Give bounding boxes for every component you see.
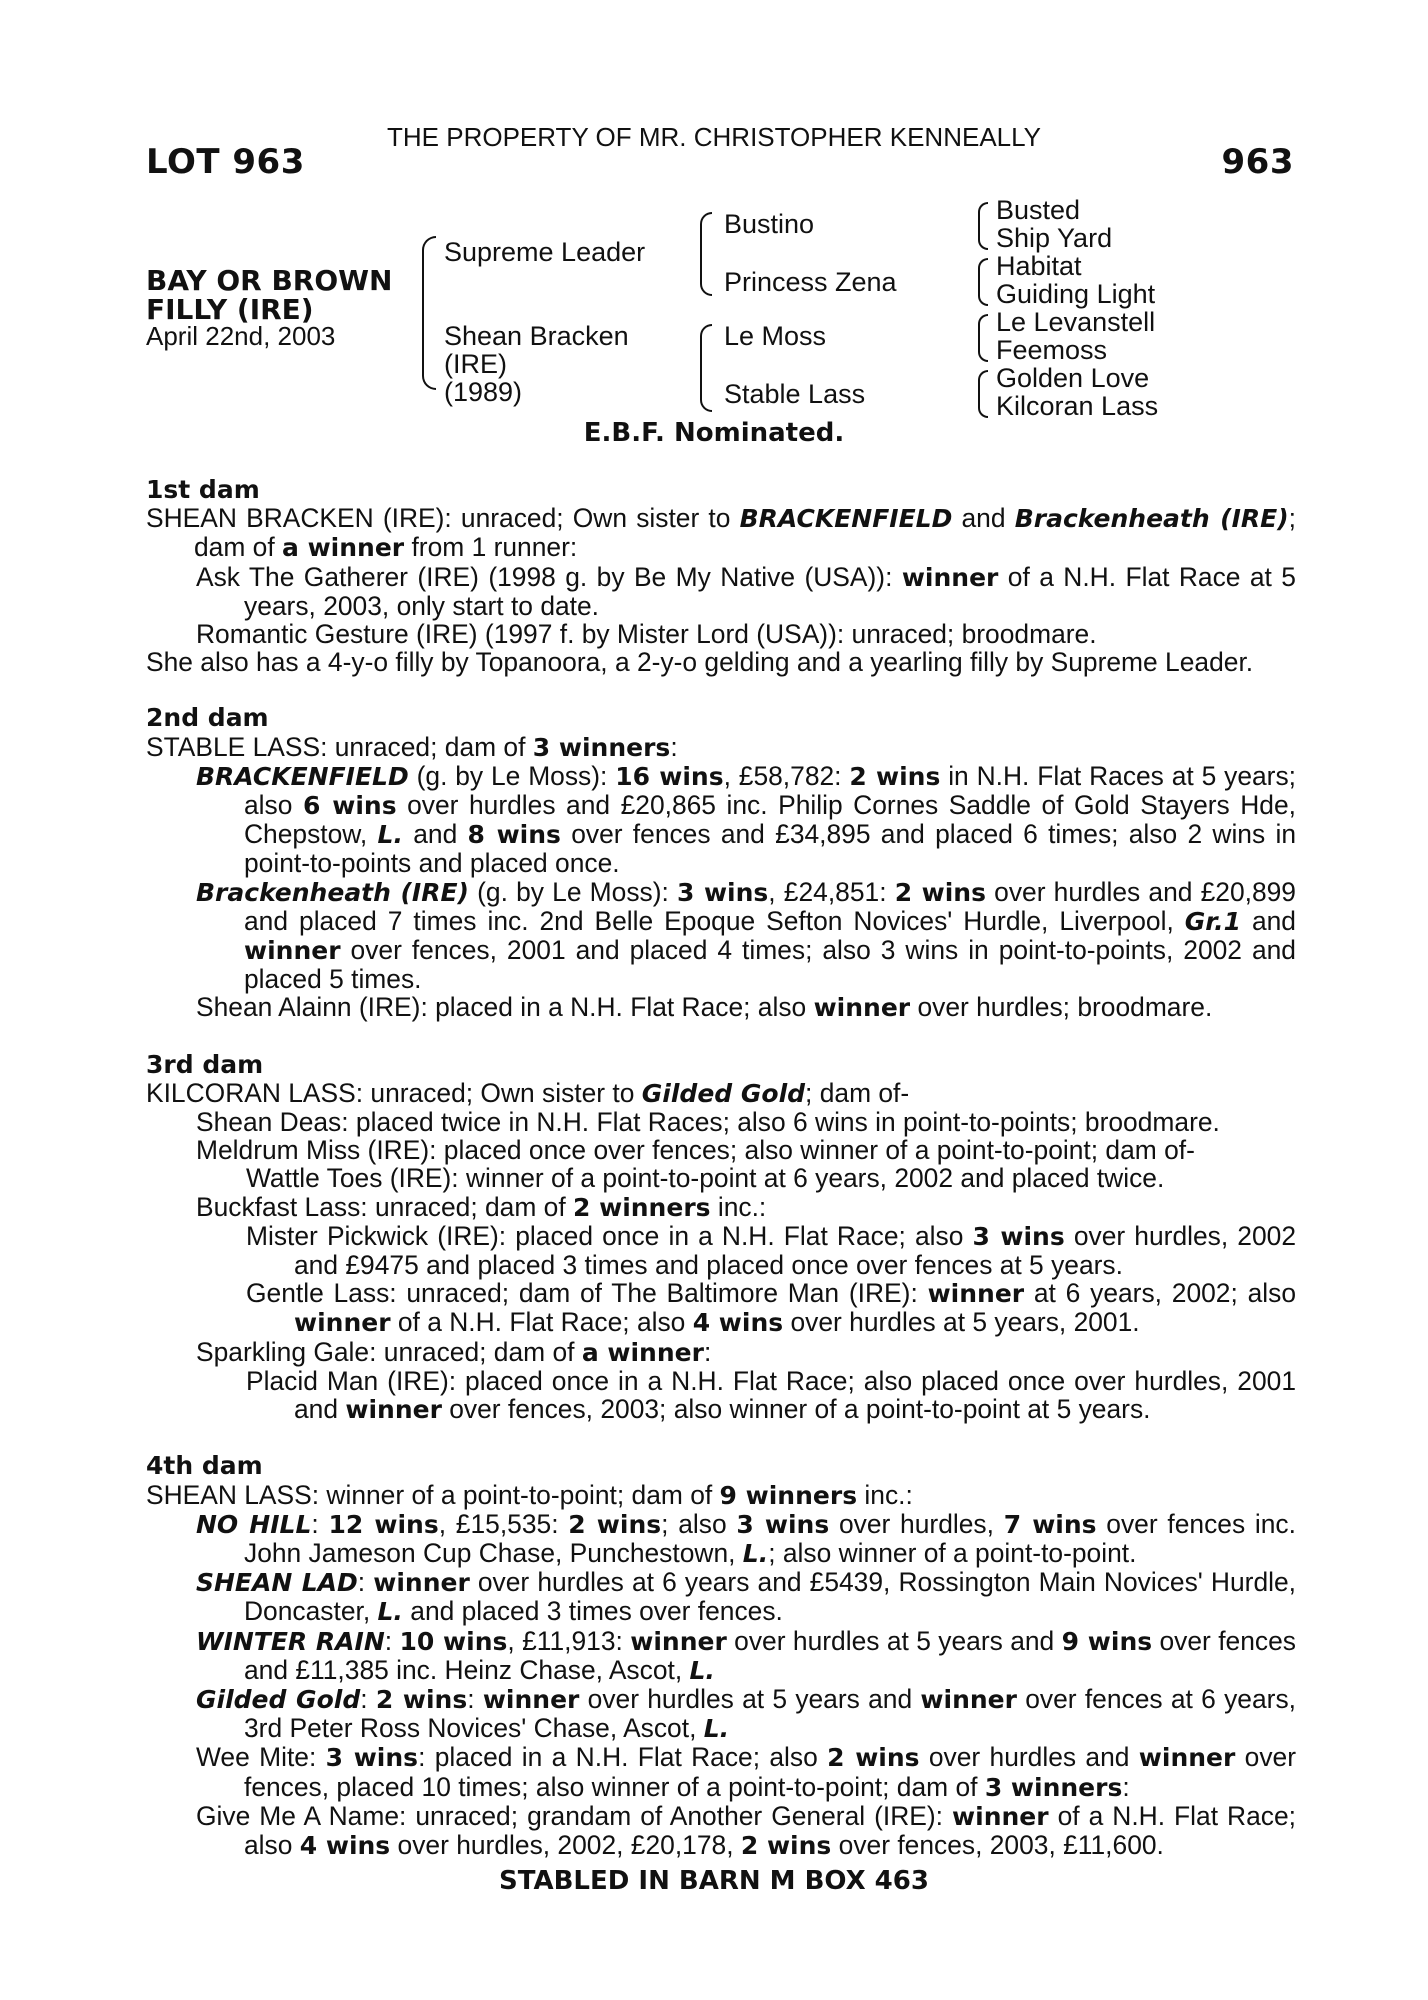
section-title-4th-dam: 4th dam bbox=[146, 1451, 263, 1481]
property-owner: THE PROPERTY OF MR. CHRISTOPHER KENNEALLY bbox=[387, 122, 1041, 152]
dam2-progeny: Brackenheath (IRE) (g. by Le Moss): 3 wins, £24,851: 2 wins over hurdles and £20,899 and placed 7 times inc. 2nd Belle Epoque Sefton Novices' Hurdle, Liverpool, Gr.1 and winner over fences, 2001 and placed 4 times; also 3 wins in point-to-points, 2002 and placed 5 times. bbox=[196, 876, 1296, 995]
pedigree-sds: Habitat bbox=[996, 251, 1082, 281]
dam4-progeny: Wee Mite: 3 wins: placed in a N.H. Flat Race; also 2 wins over hurdles and winner over fences, placed 10 times; also winner of a point-to-point; dam of 3 winners: bbox=[196, 1742, 1296, 1802]
dam4-entry: SHEAN LASS: winner of a point-to-point; dam of 9 winners inc.: bbox=[146, 1479, 913, 1510]
pedigree-ssd: Ship Yard bbox=[996, 223, 1113, 253]
dam4-progeny: WINTER RAIN: 10 wins, £11,913: winner over hurdles at 5 years and 9 wins over fences and £11,385 inc. Heinz Chase, Ascot, L. bbox=[196, 1625, 1296, 1685]
dam3-entry: KILCORAN LASS: unraced; Own sister to Gilded Gold; dam of- bbox=[146, 1077, 910, 1108]
pedigree-sire-sire: Bustino bbox=[724, 209, 815, 239]
dam3-grandprogeny: Wattle Toes (IRE): winner of a point-to-point at 6 years, 2002 and placed twice. bbox=[246, 1163, 1165, 1194]
dam4-progeny: Gilded Gold: 2 wins: winner over hurdles at 5 years and winner over fences at 6 years, 3rd Peter Ross Novices' Chase, Ascot, L. bbox=[196, 1683, 1296, 1744]
pedigree-brace bbox=[978, 202, 988, 250]
pedigree-dam-line3: (1989) bbox=[444, 377, 523, 407]
dam3-progeny: Sparkling Gale: unraced; dam of a winner: bbox=[196, 1336, 712, 1367]
pedigree-brace bbox=[700, 324, 712, 412]
dam3-progeny: Shean Deas: placed twice in N.H. Flat Races; also 6 wins in point-to-points; broodmare. bbox=[196, 1107, 1220, 1138]
pedigree-sdd: Guiding Light bbox=[996, 279, 1156, 309]
horse-description-line1: BAY OR BROWN bbox=[146, 264, 393, 297]
pedigree-dam bbox=[444, 322, 629, 406]
dam4-progeny: Give Me A Name: unraced; grandam of Another General (IRE): winner of a N.H. Flat Race; also 4 wins over hurdles, 2002, £20,178, 2 wins over fences, 2003, £11,600. bbox=[196, 1800, 1296, 1860]
pedigree-sire: Supreme Leader bbox=[444, 237, 646, 267]
lot-number-left: LOT 963 bbox=[146, 142, 305, 182]
section-title-2nd-dam: 2nd dam bbox=[146, 703, 269, 733]
horse-description-line2: FILLY (IRE) bbox=[146, 293, 314, 326]
lot-number-right: 963 bbox=[1221, 142, 1294, 182]
dam3-grandprogeny: Placid Man (IRE): placed once in a N.H. Flat Race; also placed once over hurdles, 2001 and winner over fences, 2003; also winner of a point-to-point at 5 years. bbox=[246, 1365, 1296, 1425]
catalogue-body bbox=[146, 476, 1296, 1860]
pedigree-dam-sire: Le Moss bbox=[724, 321, 827, 351]
dam3-progeny: Buckfast Lass: unraced; dam of 2 winners inc.: bbox=[196, 1191, 767, 1222]
dam3-grandprogeny: Gentle Lass: unraced; dam of The Baltimore Man (IRE): winner at 6 years, 2002; also winner of a N.H. Flat Race; also 4 wins over hurdles at 5 years, 2001. bbox=[246, 1278, 1296, 1338]
pedigree-brace bbox=[422, 236, 436, 390]
dam4-progeny: NO HILL: 12 wins, £15,535: 2 wins; also 3 wins over hurdles, 7 wins over fences inc. John Jameson Cup Chase, Punchestown, L.; also winner of a point-to-point. bbox=[196, 1508, 1296, 1568]
dam3-progeny: Meldrum Miss (IRE): placed once over fences; also winner of a point-to-point; dam of- bbox=[196, 1135, 1195, 1166]
stabling-info: STABLED IN BARN M BOX 463 bbox=[499, 1866, 929, 1896]
pedigree-sss: Busted bbox=[996, 195, 1081, 225]
pedigree-dam-line2: (IRE) bbox=[444, 349, 507, 379]
dam1-note: She also has a 4-y-o filly by Topanoora, a 2-y-o gelding and a yearling filly by Supreme Leader. bbox=[146, 647, 1254, 678]
foaling-date: April 22nd, 2003 bbox=[146, 321, 336, 351]
section-title-3rd-dam: 3rd dam bbox=[146, 1049, 264, 1079]
dam2-progeny: BRACKENFIELD (g. by Le Moss): 16 wins, £58,782: 2 wins in N.H. Flat Races at 5 years; also 6 wins over hurdles and £20,865 inc. Philip Cornes Saddle of Gold Stayers Hde, Chepstow, L. and 8 wins over fences and £34,895 and placed 6 times; also 2 wins in point-to-points and placed once. bbox=[196, 760, 1296, 879]
pedigree-dss: Le Levanstell bbox=[996, 307, 1156, 337]
pedigree-dds: Golden Love bbox=[996, 363, 1150, 393]
dam3-grandprogeny: Mister Pickwick (IRE): placed once in a N.H. Flat Race; also 3 wins over hurdles, 2002 and £9475 and placed 3 times and placed once over fences at 5 years. bbox=[246, 1220, 1297, 1281]
dam2-progeny: Shean Alainn (IRE): placed in a N.H. Flat Race; also winner over hurdles; broodmare. bbox=[196, 992, 1213, 1023]
section-title-1st-dam: 1st dam bbox=[146, 475, 260, 504]
pedigree-brace bbox=[978, 370, 988, 418]
dam2-entry: STABLE LASS: unraced; dam of 3 winners: bbox=[146, 731, 678, 762]
pedigree-brace bbox=[978, 314, 988, 362]
pedigree-dam-dam: Stable Lass bbox=[724, 379, 866, 409]
dam1-entry: SHEAN BRACKEN (IRE): unraced; Own sister to BRACKENFIELD and Brackenheath (IRE); dam of a winner from 1 runner: bbox=[146, 503, 1296, 563]
ebf-nomination: E.B.F. Nominated. bbox=[583, 418, 845, 448]
dam1-progeny: Romantic Gesture (IRE) (1997 f. by Mister Lord (USA)): unraced; broodmare. bbox=[196, 619, 1097, 650]
pedigree-dam-line1: Shean Bracken bbox=[444, 321, 629, 351]
dam4-progeny: SHEAN LAD: winner over hurdles at 6 years and £5439, Rossington Main Novices' Hurdle, Doncaster, L. and placed 3 times over fences. bbox=[196, 1567, 1296, 1627]
horse-description bbox=[146, 266, 393, 324]
pedigree-sire-dam: Princess Zena bbox=[724, 267, 897, 297]
dam1-progeny: Ask The Gatherer (IRE) (1998 g. by Be My Native (USA)): winner of a N.H. Flat Race at 5 years, 2003, only start to date. bbox=[196, 561, 1296, 621]
pedigree-brace bbox=[978, 258, 988, 306]
pedigree-brace bbox=[700, 212, 712, 296]
pedigree-ddd: Kilcoran Lass bbox=[996, 391, 1159, 421]
pedigree-dsd: Feemoss bbox=[996, 335, 1108, 365]
